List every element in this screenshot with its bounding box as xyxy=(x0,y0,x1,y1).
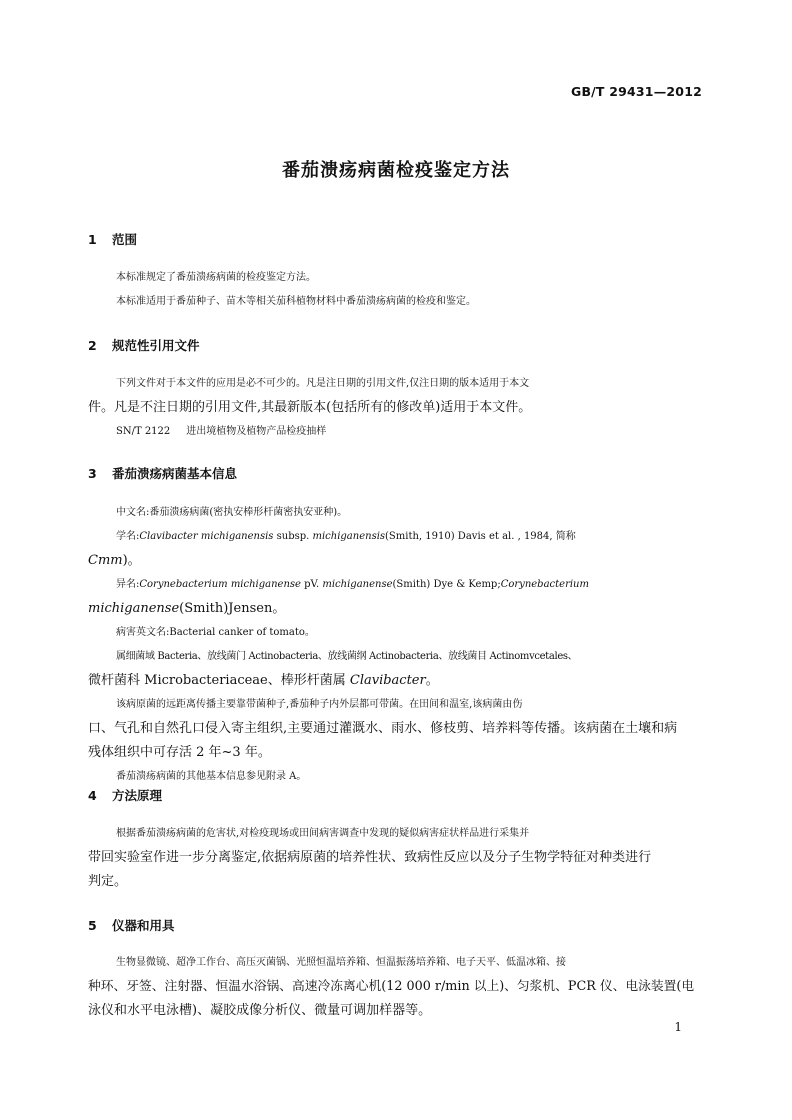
paragraph-line: 件。凡是不注日期的引用文件,其最新版本(包括所有的修改单)适用于本文件。 xyxy=(88,400,532,415)
paragraph-line: 带回实验室作进一步分离鉴定,依据病原菌的培养性状、致病性反应以及分子生物学特征对种类进行 xyxy=(88,850,652,865)
section-number: 5 xyxy=(88,918,97,933)
synonym xyxy=(88,573,704,597)
document-title: 番茄溃疡病菌检疫鉴定方法 xyxy=(282,160,510,181)
section-2-body xyxy=(88,372,704,444)
authority: (Smith) Dye & Kemp; xyxy=(392,579,501,590)
paragraph-line: 根据番茄溃疡病菌的危害状,对检疫现场或田间病害调查中发现的疑似病害症状样品进行采集并 xyxy=(116,828,530,839)
paragraph-line: 残体组织中可存活 2 年~3 年。 xyxy=(88,745,271,760)
paragraph-line: 种环、牙签、注射器、恒温水浴锅、高速冷冻离心机(12 000 r/min 以上)、匀浆机、PCR 仪、电泳装置(电 xyxy=(88,979,695,994)
section-1-heading xyxy=(88,230,137,248)
normative-reference xyxy=(88,420,704,444)
chinese-name: 中文名:番茄溃疡病菌(密执安棒形杆菌密执安亚种)。 xyxy=(116,507,348,518)
abbreviation: Cmm xyxy=(88,553,123,568)
paragraph-line: 番茄溃疡病菌的其他基本信息参见附录 A。 xyxy=(116,771,307,782)
reference-title: 进出境植物及植物产品检疫抽样 xyxy=(186,426,327,437)
synonym-species: michiganense xyxy=(88,601,180,616)
label: 异名: xyxy=(116,579,140,590)
paragraph-line: 本标准规定了番茄溃疡病菌的检疫鉴定方法。 xyxy=(116,272,316,283)
pv-text: pV. xyxy=(300,579,323,590)
subspecies-name: michiganensis xyxy=(312,531,386,542)
section-number: 1 xyxy=(88,232,97,247)
standard-number: GB/T 29431—2012 xyxy=(570,84,702,99)
scientific-name-cont xyxy=(88,549,704,573)
paragraph-line: 生物显微镜、超净工作台、高压灭菌锅、光照恒温培养箱、恒温振荡培养箱、电子天平、低温冰箱、接 xyxy=(116,957,566,968)
section-1-body xyxy=(88,266,704,314)
pathovar-name: michiganense xyxy=(322,579,393,590)
paragraph-line: 口、气孔和自然孔口侵入寄主组织,主要通过灌溉水、雨水、修枝剪、培养料等传播。该病菌在土壤和病 xyxy=(88,721,678,736)
section-title: 番茄溃疡病菌基本信息 xyxy=(112,466,238,481)
section-5-body xyxy=(88,951,704,1023)
section-2-heading xyxy=(88,336,200,354)
subsp-text: subsp. xyxy=(273,531,313,542)
synonym-cont xyxy=(88,597,704,621)
page-number: 1 xyxy=(674,1020,682,1034)
english-name: 病害英文名:Bacterial canker of tomato。 xyxy=(116,627,315,638)
section-title: 仪器和用具 xyxy=(112,918,175,933)
species-name: Clavibacter michiganensis xyxy=(139,531,274,542)
section-number: 2 xyxy=(88,338,97,353)
section-title: 范围 xyxy=(112,232,138,247)
paragraph-line: 该病原菌的远距离传播主要靠带菌种子,番茄种子内外层都可带菌。在田间和温室,该病菌由伤 xyxy=(116,699,523,710)
section-3-heading xyxy=(88,464,237,482)
section-4-heading xyxy=(88,786,162,804)
paragraph-line: 本标准适用于番茄种子、苗木等相关茄科植物材料中番茄溃疡病菌的检疫和鉴定。 xyxy=(116,296,476,307)
taxonomy-end: 。 xyxy=(425,673,439,688)
taxonomy-line: 属细菌域 Bacteria、放线菌门 Actinobacteria、放线菌纲 Actinobacteria、放线菌目 Actinomvcetales、 xyxy=(116,651,578,662)
genus-name: Clavibacter xyxy=(349,673,426,688)
synonym-genus: Corynebacterium xyxy=(500,579,589,590)
authority: (Smith, 1910) Davis et al. , 1984, 简称 xyxy=(385,531,576,542)
scientific-name xyxy=(88,525,704,549)
label: 学名: xyxy=(116,531,140,542)
paragraph-line: 判定。 xyxy=(88,874,128,889)
authority: (Smith)Jensen。 xyxy=(179,601,286,616)
taxonomy-line xyxy=(88,669,704,693)
taxonomy-text: 微杆菌科 Microbacteriaceae、棒形杆菌属 xyxy=(88,673,350,688)
synonym-name: Corynebacterium michiganense xyxy=(139,579,301,590)
section-title: 规范性引用文件 xyxy=(112,338,200,353)
section-3-body xyxy=(88,501,704,789)
paragraph-line: 下列文件对于本文件的应用是必不可少的。凡是注日期的引用文件,仅注日期的版本适用于本文 xyxy=(116,378,530,389)
section-number: 3 xyxy=(88,466,97,481)
paragraph-line: 泳仪和水平电泳槽)、凝胶成像分析仪、微量可调加样器等。 xyxy=(88,1003,432,1018)
section-4-body xyxy=(88,822,704,894)
abbr-end: )。 xyxy=(122,553,141,568)
reference-code: SN/T 2122 xyxy=(116,426,171,437)
section-5-heading xyxy=(88,916,175,934)
section-title: 方法原理 xyxy=(112,788,163,803)
section-number: 4 xyxy=(88,788,97,803)
